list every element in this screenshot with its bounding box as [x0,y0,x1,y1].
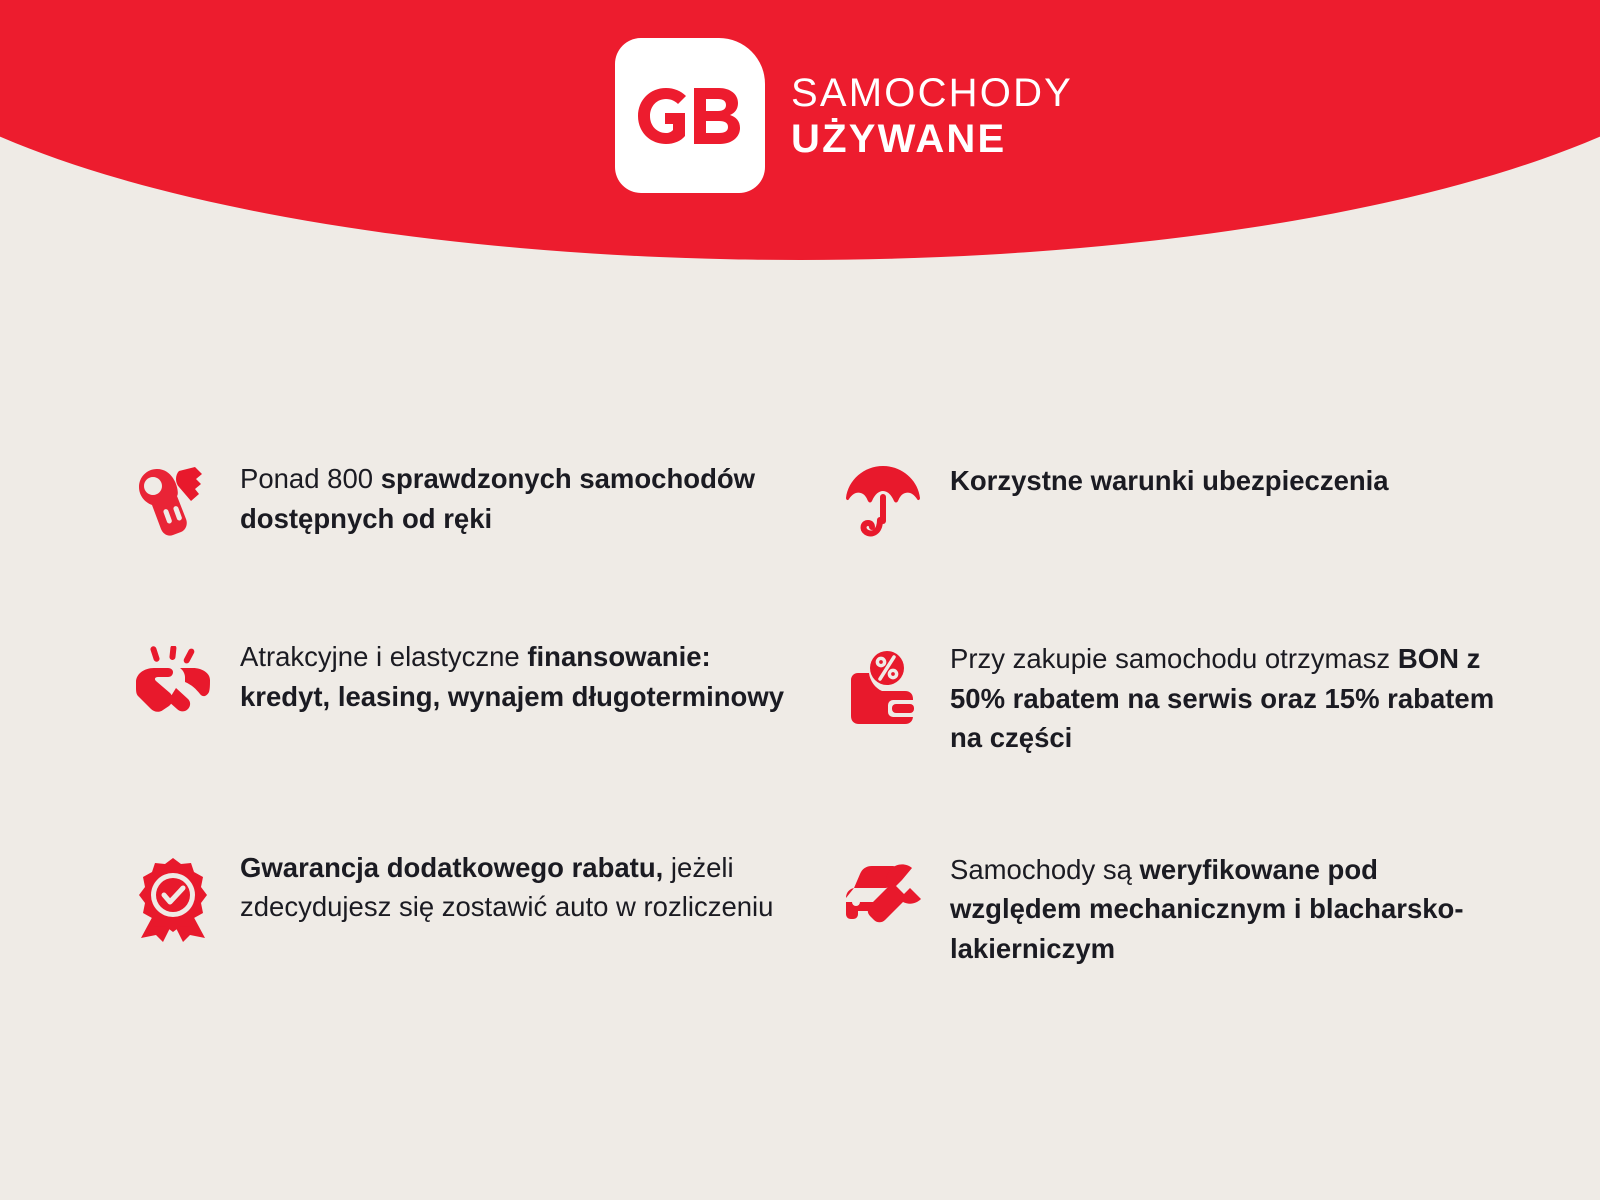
page-header [0,0,1600,260]
feature-item [840,633,1530,758]
feature-item [840,455,1530,547]
car-keys-icon [130,461,216,547]
handshake-icon [130,639,216,725]
brand-name [791,72,1073,160]
feature-item [130,844,820,969]
feature-item [130,455,820,547]
feature-text: Korzystne warunki ubezpieczenia [950,465,1389,496]
car-service-icon [840,852,926,938]
umbrella-icon [840,457,926,543]
feature-text: Atrakcyjne i elastyczne finansowanie: kredyt, leasing, wynajem długoterminowy [240,641,785,712]
feature-text: Gwarancja dodatkowego rabatu, jeżeli zdecydujesz się zostawić auto w rozliczeniu [240,851,774,923]
wallet-discount-icon [840,647,926,733]
brand-line-2: UŻYWANE [791,116,1007,161]
feature-text: Przy zakupie samochodu otrzymasz BON z 50% rabatem na serwis oraz 15% rabatem na części [950,643,1495,754]
features-grid [130,455,1530,969]
feature-item [840,844,1530,969]
logo-mark-icon [615,38,765,193]
brand-line-1: SAMOCHODY [791,70,1074,115]
feature-text: Samochody są weryfikowane pod względem mechanicznym i blacharsko-lakierniczym [950,853,1464,964]
brand-logo [615,38,1073,193]
feature-item [130,633,820,758]
feature-text: Ponad 800 sprawdzonych samochodów dostępnych od ręki [240,463,756,534]
award-badge-icon [130,856,216,942]
